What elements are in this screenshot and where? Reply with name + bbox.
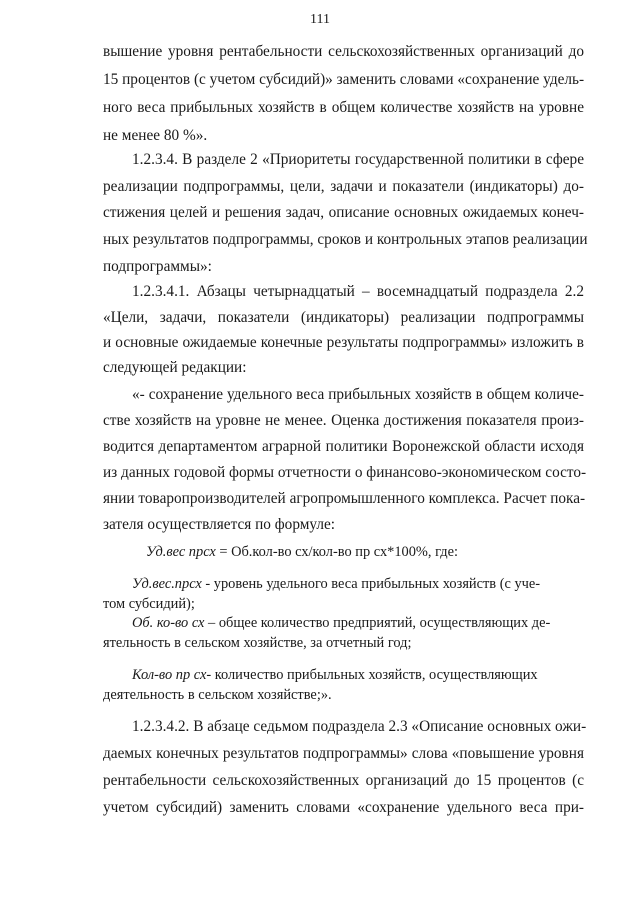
definition-line bbox=[132, 665, 538, 685]
text-line: 1.2.3.4. В разделе 2 «Приоритеты государственной политики в сфере bbox=[132, 151, 584, 168]
page-number: 111 bbox=[310, 12, 330, 27]
text-line: даемых конечных результатов подпрограммы» слова «повышение уровня bbox=[103, 745, 584, 762]
definition-term: Об. ко-во сх bbox=[132, 615, 205, 631]
definition-text: - количество прибыльных хозяйств, осуществляющих bbox=[206, 667, 538, 683]
definition-line bbox=[132, 574, 540, 594]
text-line: из данных годовой формы отчетности о финансово-экономическом состо- bbox=[103, 464, 587, 481]
definition-line: деятельность в сельском хозяйстве;». bbox=[103, 687, 332, 703]
definition-term: Уд.вес.прсх bbox=[132, 576, 202, 592]
definition-line: ятельность в сельском хозяйстве, за отчетный год; bbox=[103, 635, 412, 651]
formula-rhs: = Об.кол-во сх/кол-во пр сх*100%, где: bbox=[215, 544, 458, 560]
text-line: «Цели, задачи, показатели (индикаторы) реализации подпрограммы bbox=[103, 309, 584, 326]
text-line: ных результатов подпрограммы, сроков и контрольных этапов реализации bbox=[103, 231, 588, 248]
text-line: не менее 80 %». bbox=[103, 127, 208, 144]
text-line: реализации подпрограммы, цели, задачи и показатели (индикаторы) до- bbox=[103, 178, 584, 195]
formula-lhs: Уд.вес прсх bbox=[146, 544, 216, 560]
text-line: «- сохранение удельного веса прибыльных хозяйств в общем количе- bbox=[132, 386, 584, 403]
text-line: подпрограммы»: bbox=[103, 258, 212, 275]
text-line: вышение уровня рентабельности сельскохозяйственных организаций до bbox=[103, 43, 584, 60]
definition-line bbox=[132, 613, 550, 633]
text-line: следующей редакции: bbox=[103, 359, 247, 376]
text-line: янии товаропроизводителей агропромышленного комплекса. Расчет пока- bbox=[103, 490, 586, 507]
text-line: зателя осуществляется по формуле: bbox=[103, 516, 336, 533]
text-line: учетом субсидий) заменить словами «сохранение удельного веса при- bbox=[103, 799, 584, 816]
definition-term: Кол-во пр сх bbox=[132, 667, 207, 683]
text-line: водится департаментом аграрной политики Воронежской области исходя bbox=[103, 438, 584, 455]
definition-text: – общее количество предприятий, осуществляющих де- bbox=[204, 615, 551, 631]
text-line: 1.2.3.4.2. В абзаце седьмом подраздела 2.3 «Описание основных ожи- bbox=[132, 718, 587, 735]
text-line: 15 процентов (с учетом субсидий)» заменить словами «сохранение удель- bbox=[103, 71, 585, 88]
text-line: рентабельности сельскохозяйственных организаций до 15 процентов (с bbox=[103, 772, 584, 789]
text-line: стижения целей и решения задач, описание основных ожидаемых конеч- bbox=[103, 204, 584, 221]
text-line: и основные ожидаемые конечные результаты подпрограммы» изложить в bbox=[103, 334, 584, 351]
formula bbox=[146, 542, 458, 562]
text-line: стве хозяйств на уровне не менее. Оценка достижения показателя произ- bbox=[103, 412, 584, 429]
text-line: 1.2.3.4.1. Абзацы четырнадцатый – восемнадцатый подраздела 2.2 bbox=[132, 283, 584, 300]
text-line: ного веса прибыльных хозяйств в общем количестве хозяйств на уровне bbox=[103, 99, 584, 116]
definition-text: - уровень удельного веса прибыльных хозяйств (с уче- bbox=[201, 576, 541, 592]
definition-line: том субсидий); bbox=[103, 596, 195, 612]
